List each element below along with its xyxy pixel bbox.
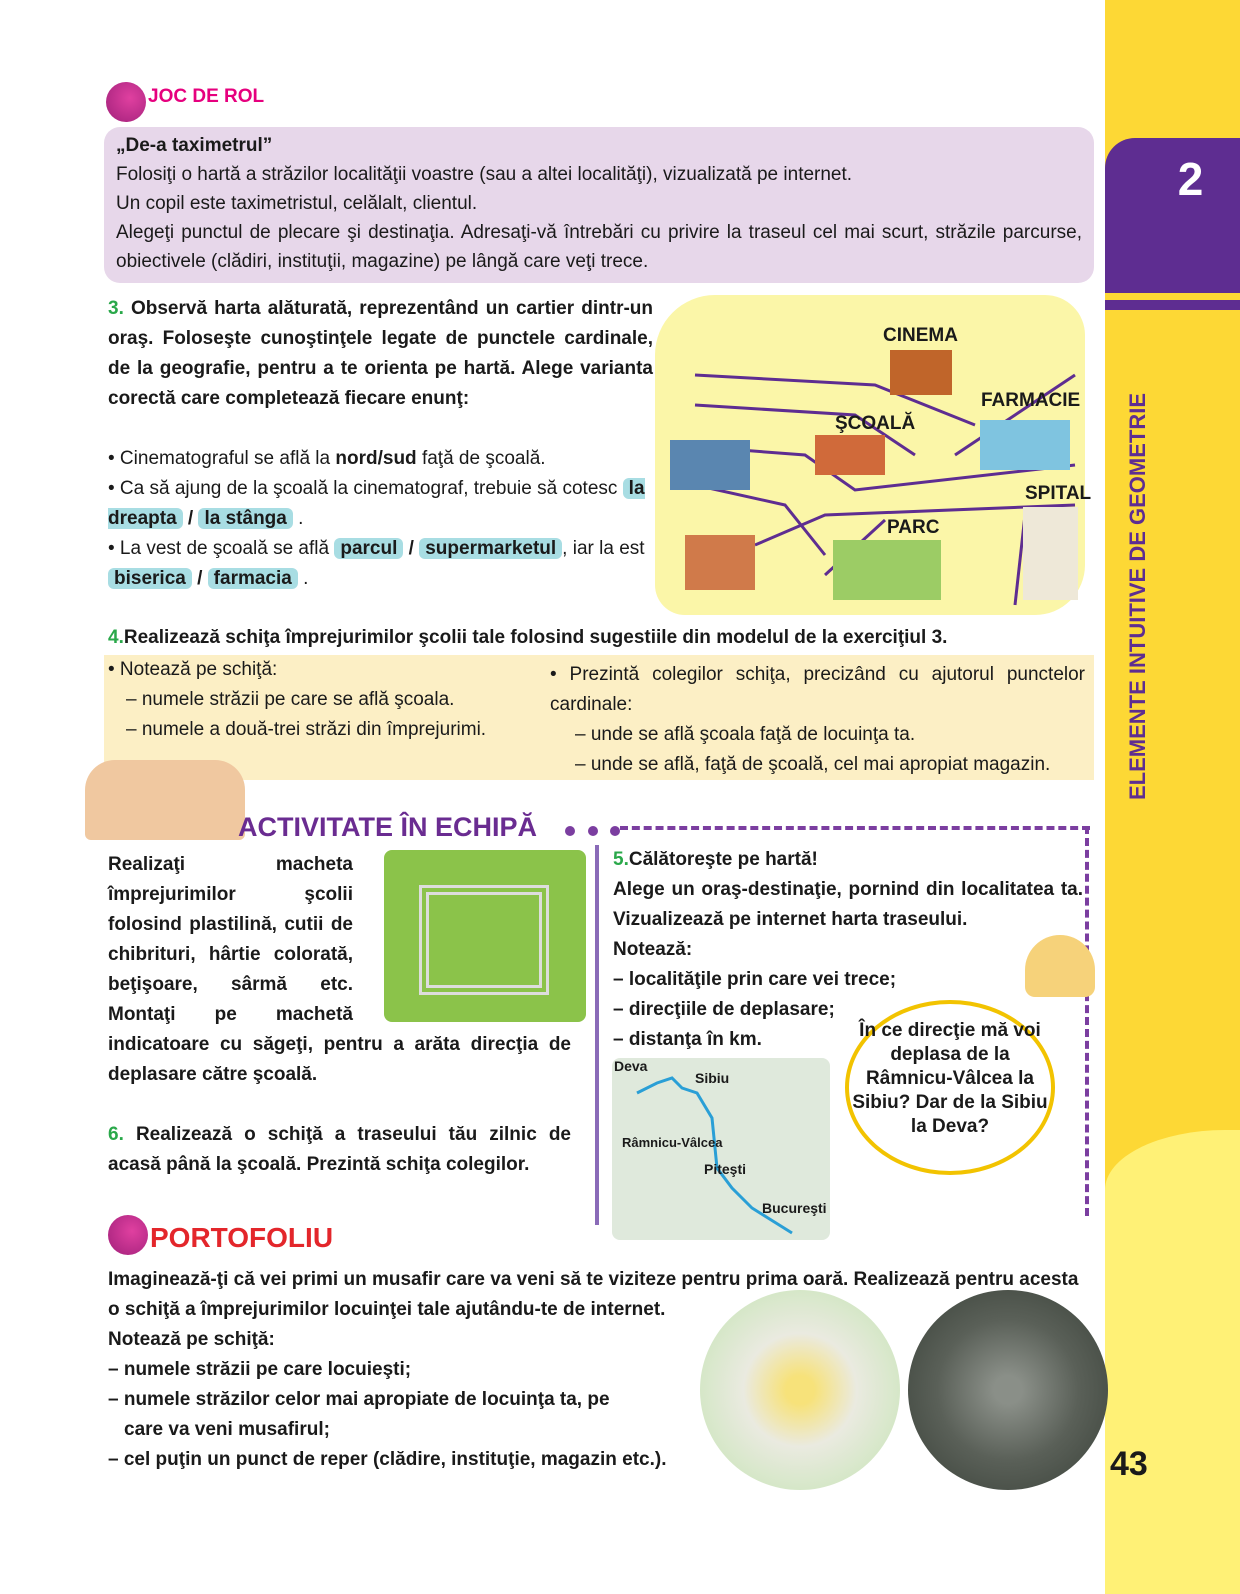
text: – distanţa în km. (613, 1029, 762, 1050)
option-chip[interactable]: supermarketul (419, 538, 562, 559)
text: , iar la est (562, 538, 645, 559)
text: – numele străzii pe care locuieşti; (108, 1359, 412, 1380)
maze-illustration (384, 850, 586, 1022)
text: – direcţiile de deplasare; (613, 999, 835, 1020)
ex6 (108, 1120, 571, 1180)
portfolio-text: Imaginează-ţi că vei primi un musafir care va veni să te viziteze pentru prima oară. Realizează pentru acesta o schiţă a împrejurimilor locuinţei tale ajutându-te de internet. (108, 1269, 1079, 1320)
ex3-number: 3. (108, 298, 124, 319)
ex3-text (108, 294, 653, 414)
dot (588, 826, 598, 836)
text: – localităţile prin care vei trece; (613, 969, 897, 990)
bullet-ball-icon (106, 82, 146, 122)
ex6-number: 6. (108, 1124, 124, 1145)
text: / (187, 508, 194, 529)
text: . (303, 568, 309, 589)
text: – unde se află, faţă de şcoală, cel mai apropiat magazin. (575, 754, 1051, 775)
park-icon (833, 540, 941, 600)
dot (610, 826, 620, 836)
text: • Prezintă colegilor schiţa, precizând cu ajutorul punctelor cardinale: (550, 664, 1085, 715)
ex4-left (108, 655, 548, 745)
roleplay-line: Un copil este taximetristul, celălalt, clientul. (116, 193, 478, 214)
pharmacy-icon (980, 420, 1070, 470)
map-label: Bucureşti (762, 1200, 827, 1216)
map-label: Râmnicu-Vâlcea (622, 1135, 723, 1150)
ex4-right (550, 660, 1085, 780)
text: – unde se află şcoala faţă de locuinţa ta. (575, 724, 916, 745)
divider (1105, 300, 1240, 310)
side-band-lower (1105, 1130, 1240, 1594)
map-label-scoala: ŞCOALĂ (835, 413, 916, 434)
school-icon (815, 435, 885, 475)
satellite-map-circle (908, 1290, 1108, 1490)
girl-illustration (1025, 935, 1095, 997)
text: – numele străzilor celor mai apropiate de locuinţa ta, pe care va veni musafirul; (108, 1389, 610, 1440)
supermarket-icon (670, 440, 750, 490)
ex3-body: Observă harta alăturată, reprezentând un cartier dintr-un oraş. Foloseşte cunoştinţele legate de punctele cardinale, de la geografie, pentru a te orienta pe hartă. Alege varianta corectă care completează fiecare enunţ: (108, 298, 654, 409)
text: faţă de şcoală. (416, 448, 546, 469)
ex5-title: Călătoreşte pe hartă! (628, 849, 818, 870)
map-label-cinema: CINEMA (883, 325, 958, 346)
text: nord/sud (335, 448, 417, 469)
text: – cel puţin un punct de reper (clădire, instituţie, magazin etc.). (108, 1449, 667, 1470)
chapter-title: ELEMENTE INTUITIVE DE GEOMETRIE (1125, 392, 1150, 800)
church-icon (685, 535, 755, 590)
roleplay-line: Alegeţi punctul de plecare şi destinaţia. Adresaţi-vă întrebări cu privire la traseul cel mai scurt, străzile parcurse, obiectivele (clădiri, instituţii, magazine) pe lângă care veţi trece. (116, 222, 1082, 272)
ex5-number: 5. (613, 849, 629, 870)
text: – numele străzii pe care se află şcoala. (126, 689, 455, 710)
text: . (298, 508, 304, 529)
text: Notează: (613, 939, 693, 960)
text: • Notează pe schiţă: (108, 659, 278, 680)
chapter-number: 2 (1177, 153, 1204, 205)
ex3-bullets (108, 444, 653, 594)
text: – numele a două-trei străzi din împrejurimi. (126, 719, 487, 740)
portfolio-list (108, 1325, 708, 1475)
team-heading: ACTIVITATE ÎN ECHIPĂ (238, 812, 538, 842)
roleplay-box (104, 127, 1094, 283)
text: • Cinematograful se află la (108, 448, 336, 469)
dot (565, 826, 575, 836)
chapter-tab (1105, 138, 1240, 293)
dashed-border (620, 826, 1090, 830)
text: • Ca să ajung de la şcoală la cinematograf, trebuie să cotesc (108, 478, 623, 499)
map-label-parc: PARC (887, 517, 940, 538)
portfolio-heading: PORTOFOLIU (150, 1222, 334, 1253)
text: / (408, 538, 414, 559)
option-chip[interactable]: la dreapta (108, 478, 645, 529)
option-chip[interactable]: parcul (334, 538, 403, 559)
ex4-body: Realizează schiţa împrejurimilor şcolii tale folosind sugestiile din modelul de la exerciţiul 3. (123, 627, 948, 648)
divider (595, 845, 599, 1225)
dashed-border (1085, 826, 1089, 1216)
hospital-icon (1023, 507, 1078, 600)
map-label-farmacie: FARMACIE (981, 390, 1081, 411)
page-number: 43 (1110, 1445, 1148, 1483)
bullet-ball-icon (108, 1215, 148, 1255)
maze-paths (419, 885, 549, 995)
roleplay-line: Folosiţi o hartă a străzilor localităţii voastre (sau a altei localităţi), vizualizată pe internet. (116, 164, 853, 185)
text: / (197, 568, 203, 589)
ex5-body: Alege un oraş-destinaţie, pornind din localitatea ta. Vizualizează pe internet harta traseului. (613, 879, 1083, 930)
map-label: Sibiu (695, 1070, 730, 1086)
map-label-spital: SPITAL (1025, 483, 1092, 504)
speech-bubble: În ce direcţie mă voi deplasa de la Râmnicu-Vâlcea la Sibiu? Dar de la Sibiu la Deva? (845, 1000, 1055, 1175)
ex4-number: 4. (108, 627, 124, 648)
team-body: Realizaţi macheta împrejurimilor şcolii folosind plastilină, cutii de chibrituri, hârtie colorată, beţişoare, sârmă etc. Montaţi pe machetă indicatoare cu săgeţi, pentru a arăta direcţia de deplasare către şcoală. (108, 854, 571, 1085)
ex4-text (108, 623, 947, 653)
text: Notează pe schiţă: (108, 1329, 275, 1350)
roleplay-title: „De-a taximetrul” (116, 135, 273, 156)
street-map-circle (700, 1290, 900, 1490)
text: • La vest de şcoală se află (108, 538, 335, 559)
option-chip[interactable]: la stânga (198, 508, 292, 529)
cinema-icon (890, 350, 952, 395)
option-chip[interactable]: biserica (108, 568, 192, 589)
ex6-body: Realizează o schiţă a traseului tău zilnic de acasă până la şcoală. Prezintă schiţa colegilor. (108, 1124, 571, 1175)
kids-illustration (85, 760, 245, 840)
option-chip[interactable]: farmacia (208, 568, 298, 589)
map-label: Piteşti (704, 1161, 747, 1177)
route-map (612, 1058, 830, 1240)
roleplay-heading: JOC DE ROL (148, 86, 265, 107)
neighborhood-map (655, 295, 1092, 615)
map-label: Deva (614, 1058, 648, 1074)
